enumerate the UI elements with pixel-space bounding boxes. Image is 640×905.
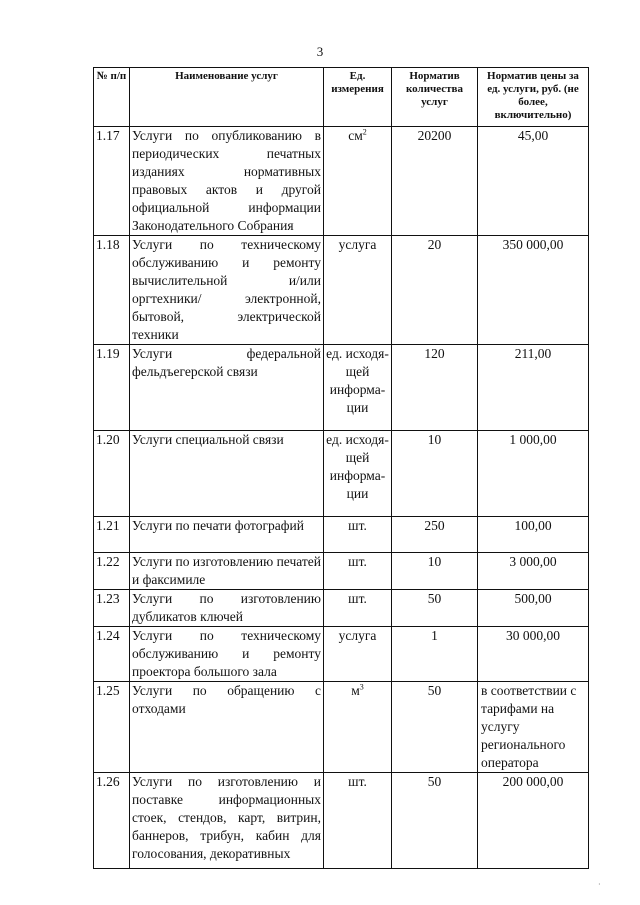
unit-cell: [324, 517, 392, 553]
unit-text: шт.: [348, 591, 367, 606]
table-row: [94, 553, 589, 590]
unit-cell: [324, 682, 392, 773]
unit-cell: [324, 345, 392, 431]
service-name: Услуги по изготовлению и поставке информационных стоек, стендов, карт, витрин, баннеров, трибун, кабин для голосования, декоративных: [130, 773, 324, 869]
quantity-norm: 50: [392, 682, 478, 773]
price-norm: 211,00: [478, 345, 589, 431]
page-number: 3: [316, 44, 324, 59]
price-norm: 3 000,00: [478, 553, 589, 590]
unit-text: ед. исходя-щей информа-ции: [326, 346, 389, 415]
service-name: Услуги по печати фотографий: [130, 517, 324, 553]
quantity-norm: 10: [392, 431, 478, 517]
service-name: Услуги по обращению с отходами: [130, 682, 324, 773]
table-row: [94, 345, 589, 431]
quantity-norm: 120: [392, 345, 478, 431]
row-number: 1.24: [94, 627, 130, 682]
service-name: Услуги по техническому обслуживанию и ремонту вычислительной и/или оргтехники/ электронной, бытовой, электрической техники: [130, 236, 324, 345]
header-num: № п/п: [94, 68, 130, 127]
service-name: Услуги по изготовлению дубликатов ключей: [130, 590, 324, 627]
price-norm: 100,00: [478, 517, 589, 553]
service-name: Услуги по опубликованию в периодических печатных изданиях нормативных правовых актов и другой официальной информации Законодательного Собрания: [130, 127, 324, 236]
service-name: Услуги федеральной фельдъегерской связи: [130, 345, 324, 431]
quantity-norm: 20200: [392, 127, 478, 236]
price-norm: 350 000,00: [478, 236, 589, 345]
quantity-norm: 10: [392, 553, 478, 590]
table-header-row: [94, 68, 589, 127]
row-number: 1.26: [94, 773, 130, 869]
unit-superscript: 3: [359, 682, 364, 692]
quantity-norm: 50: [392, 590, 478, 627]
table-row: [94, 236, 589, 345]
table-row: [94, 517, 589, 553]
service-name: Услуги по изготовлению печатей и факсимиле: [130, 553, 324, 590]
price-norm: 500,00: [478, 590, 589, 627]
unit-cell: [324, 127, 392, 236]
header-price: Норматив цены за ед. услуги, руб. (не более, включительно): [478, 68, 589, 127]
row-number: 1.22: [94, 553, 130, 590]
unit-cell: [324, 431, 392, 517]
unit-text: услуга: [338, 628, 377, 643]
unit-cell: [324, 553, 392, 590]
unit-text: шт.: [348, 554, 367, 569]
table-row: [94, 627, 589, 682]
unit-cell: [324, 773, 392, 869]
quantity-norm: 1: [392, 627, 478, 682]
row-number: 1.20: [94, 431, 130, 517]
quantity-norm: 50: [392, 773, 478, 869]
service-name: Услуги специальной связи: [130, 431, 324, 517]
row-number: 1.19: [94, 345, 130, 431]
unit-text: шт.: [348, 774, 367, 789]
price-norm: 1 000,00: [478, 431, 589, 517]
unit-text: ед. исходя-щей информа-ции: [326, 432, 389, 501]
table-row: [94, 590, 589, 627]
table-body: [94, 127, 589, 869]
price-norm: 30 000,00: [478, 627, 589, 682]
table-row: [94, 431, 589, 517]
price-norm: 45,00: [478, 127, 589, 236]
service-name: Услуги по техническому обслуживанию и ремонту проектора большого зала: [130, 627, 324, 682]
page-mark: ·: [598, 880, 601, 889]
row-number: 1.23: [94, 590, 130, 627]
unit-text: услуга: [338, 237, 377, 252]
unit-cell: [324, 590, 392, 627]
unit-text: м: [351, 683, 360, 698]
table-row: [94, 773, 589, 869]
unit-text: шт.: [348, 518, 367, 533]
unit-text: см: [348, 128, 363, 143]
services-table: [93, 67, 589, 869]
row-number: 1.25: [94, 682, 130, 773]
quantity-norm: 20: [392, 236, 478, 345]
header-name: Наименование услуг: [130, 68, 324, 127]
header-qty: Норматив количества услуг: [392, 68, 478, 127]
unit-cell: [324, 236, 392, 345]
row-number: 1.21: [94, 517, 130, 553]
row-number: 1.17: [94, 127, 130, 236]
table-row: [94, 127, 589, 236]
price-norm: 200 000,00: [478, 773, 589, 869]
unit-cell: [324, 627, 392, 682]
header-unit: Ед. измерения: [324, 68, 392, 127]
row-number: 1.18: [94, 236, 130, 345]
unit-superscript: 2: [362, 127, 367, 137]
price-norm: в соответствии с тарифами на услугу регионального оператора: [478, 682, 589, 773]
table-row: [94, 682, 589, 773]
quantity-norm: 250: [392, 517, 478, 553]
